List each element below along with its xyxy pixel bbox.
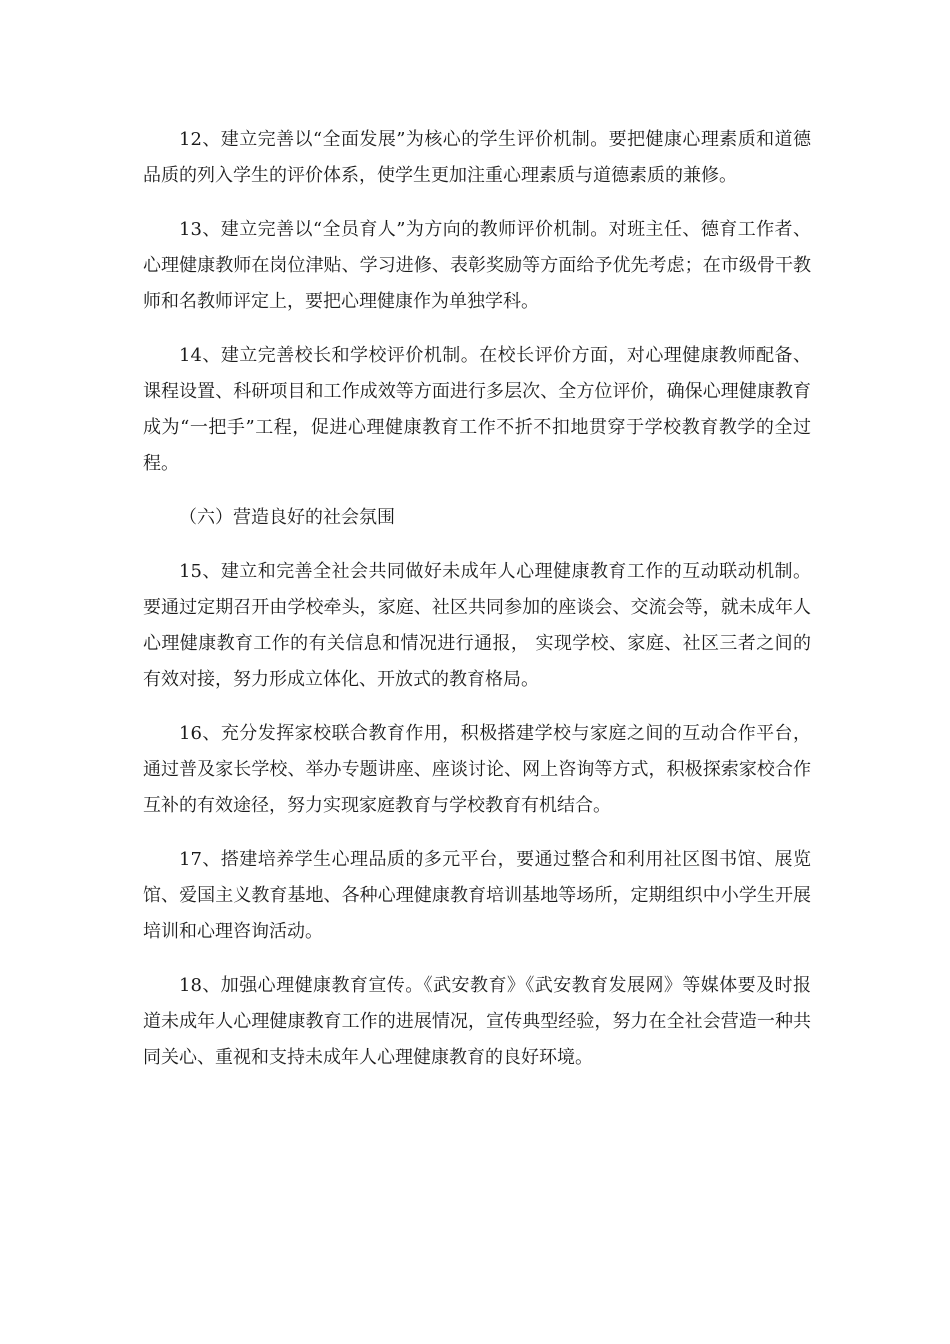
paragraph-12: 12、建立完善以“全面发展”为核心的学生评价机制。要把健康心理素质和道德品质的列入学生的评价体系，使学生更加注重心理素质与道德素质的兼修。 <box>143 129 811 186</box>
paragraph-15: 15、建立和完善全社会共同做好未成年人心理健康教育工作的互动联动机制。要通过定期召开由学校牵头，家庭、社区共同参加的座谈会、交流会等，就未成年人心理健康教育工作的有关信息和情况进行通报， 实现学校、家庭、社区三者之间的有效对接，努力形成立体化、开放式的教育格局。 <box>143 561 811 690</box>
paragraph-17: 17、搭建培养学生心理品质的多元平台，要通过整合和利用社区图书馆、展览馆、爱国主义教育基地、各种心理健康教育培训基地等场所，定期组织中小学生开展培训和心理咨询活动。 <box>143 849 811 942</box>
paragraph-16: 16、充分发挥家校联合教育作用，积极搭建学校与家庭之间的互动合作平台，通过普及家长学校、举办专题讲座、座谈讨论、网上咨询等方式，积极探索家校合作互补的有效途径，努力实现家庭教育与学校教育有机结合。 <box>143 723 811 816</box>
document-body <box>143 122 811 1094</box>
paragraph-14: 14、建立完善校长和学校评价机制。在校长评价方面，对心理健康教师配备、课程设置、科研项目和工作成效等方面进行多层次、全方位评价，确保心理健康教育成为“一把手”工程，促进心理健康教育工作不折不扣地贯穿于学校教育教学的全过程。 <box>143 345 811 474</box>
section-heading-6: （六）营造良好的社会氛围 <box>179 507 395 528</box>
paragraph-13: 13、建立完善以“全员育人”为方向的教师评价机制。对班主任、德育工作者、心理健康教师在岗位津贴、学习进修、表彰奖励等方面给予优先考虑；在市级骨干教师和名教师评定上，要把心理健康作为单独学科。 <box>143 219 811 312</box>
paragraph-18: 18、加强心理健康教育宣传。《武安教育》《武安教育发展网》等媒体要及时报道未成年人心理健康教育工作的进展情况，宣传典型经验，努力在全社会营造一种共同关心、重视和支持未成年人心理健康教育的良好环境。 <box>143 975 811 1068</box>
